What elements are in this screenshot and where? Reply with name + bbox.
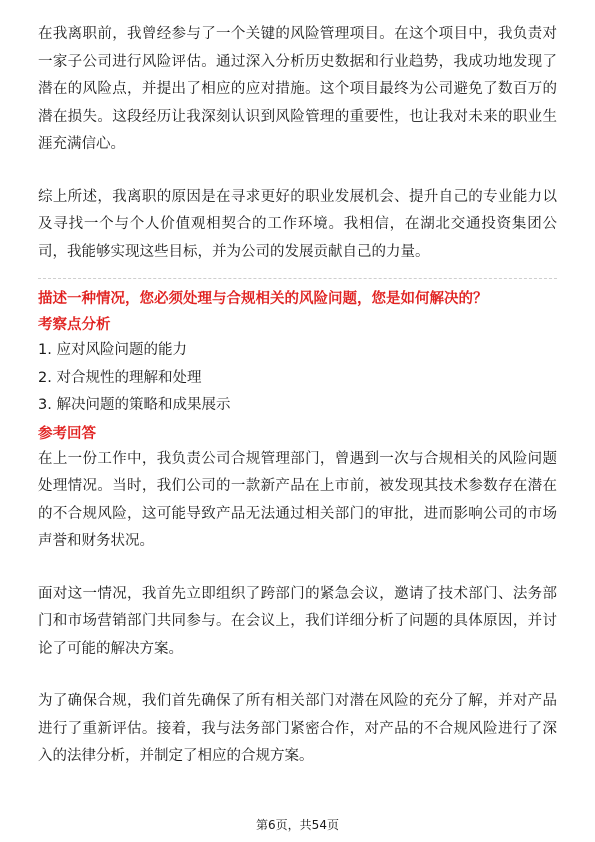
analysis-point: 3. 解决问题的策略和成果展示 [38,397,231,413]
paragraph-gap [38,159,557,184]
answer-paragraph-3: 为了确保合规，我们首先确保了所有相关部门对潜在风险的充分了解，并对产品进行了重新评估。接着，我与法务部门紧密合作，对产品的不合规风险进行了深入的法律分析，并制定了相应的合规方案。 [38,693,557,764]
interview-question: 描述一种情况，您必须处理与合规相关的风险问题，您是如何解决的？ [38,291,488,307]
analysis-point: 2. 对合规性的理解和处理 [38,369,202,386]
section-divider [38,278,557,279]
analysis-point: 1. 应对风险问题的能力 [38,342,187,358]
page-number: 第6页，共54页 [256,818,339,832]
analysis-title: 考察点分析 [38,317,111,333]
answer-paragraph-2: 面对这一情况，我首先立即组织了跨部门的紧急会议，邀请了技术部门、法务部门和市场营销部门共同参与。在会议上，我们详细分析了问题的具体原因，并讨论了可能的解决方案。 [38,585,557,657]
body-paragraph-1: 在我离职前，我曾经参与了一个关键的风险管理项目。在这个项目中，我负责对一家子公司进行风险评估。通过深入分析历史数据和行业趋势，我成功地发现了潜在的风险点，并提出了相应的应对措施。这个项目最终为公司避免了数百万的潜在损失。这段经历让我深刻认识到风险管理的重要性，也让我对未来的职业生涯充满信心。 [38,26,557,152]
paragraph-gap [38,663,557,688]
paragraph-gap [38,556,557,581]
answer-title: 参考回答 [38,425,96,442]
answer-paragraph-1: 在上一份工作中，我负责公司合规管理部门，曾遇到一次与合规相关的风险问题处理情况。当时，我们公司的一款新产品在上市前，被发现其技术参数存在潜在的不合规风险，这可能导致产品无法通过相关部门的审批，进而影响公司的市场声誉和财务状况。 [38,450,557,549]
body-paragraph-2: 综上所述，我离职的原因是在寻求更好的职业发展机会、提升自己的专业能力以及寻找一个与个人价值观相契合的工作环境。我相信，在湖北交通投资集团公司，我能够实现这些目标，并为公司的发展贡献自己的力量。 [38,188,557,260]
